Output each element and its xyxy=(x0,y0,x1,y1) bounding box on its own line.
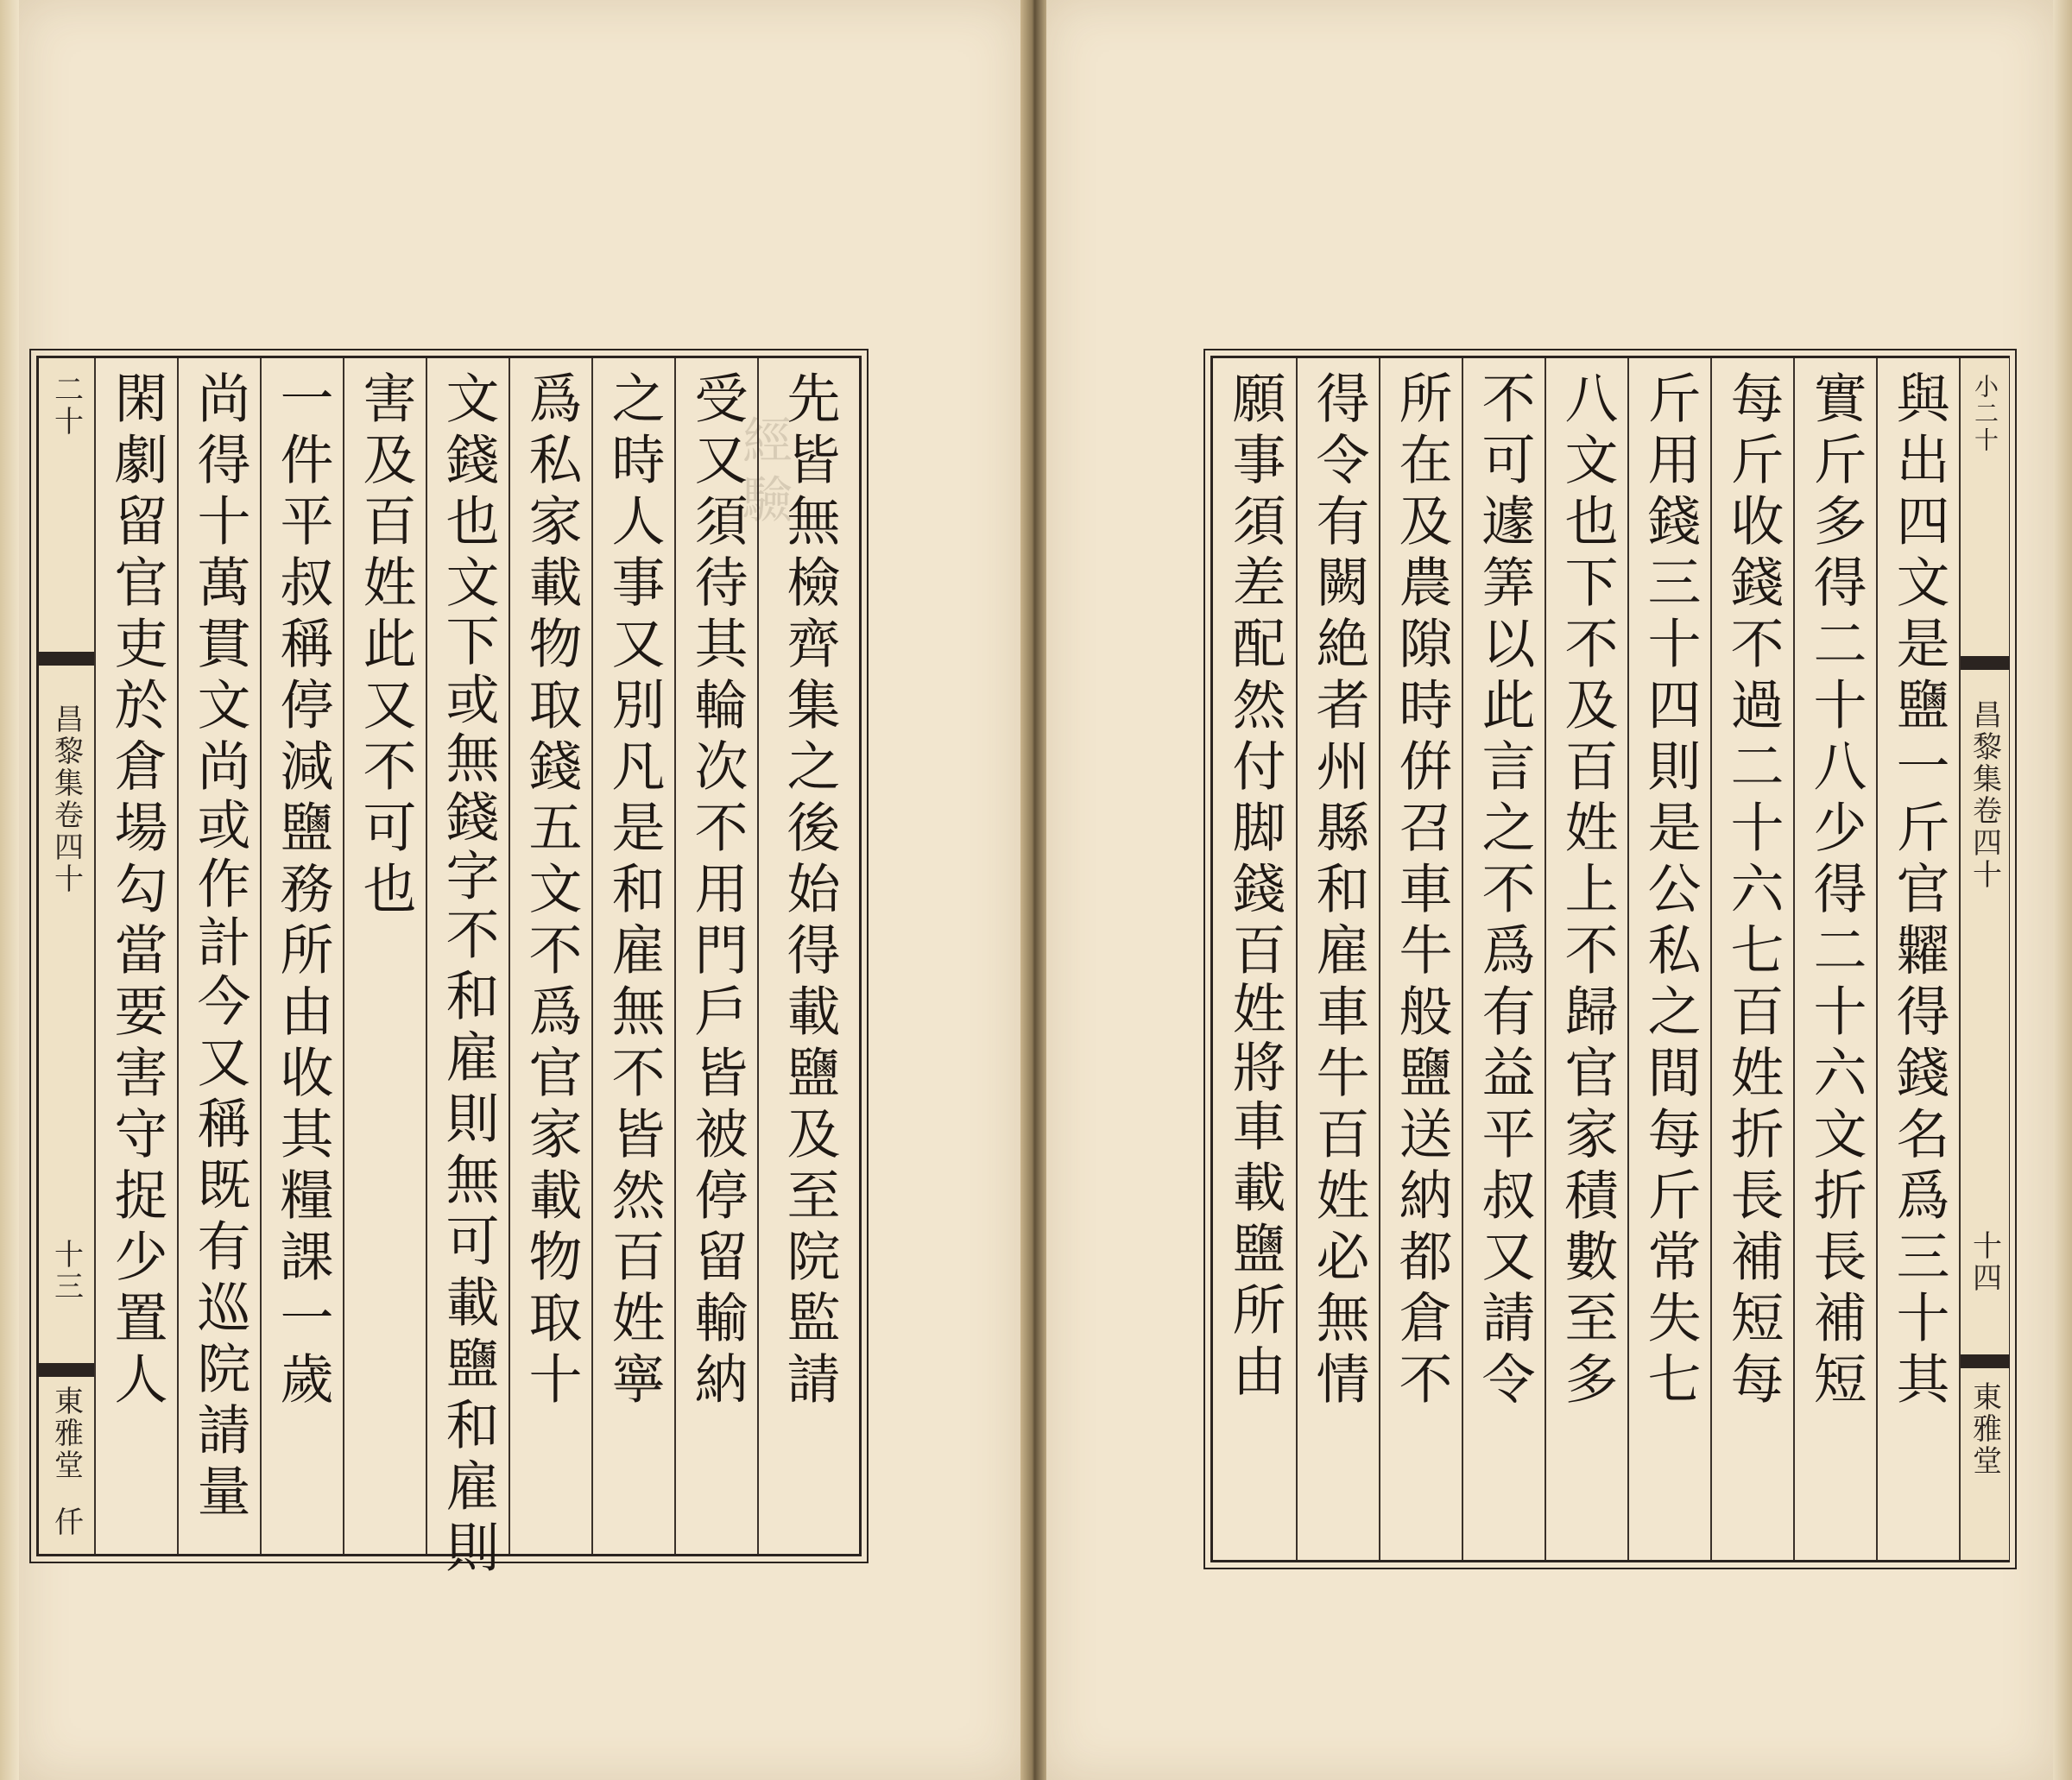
right-text-frame xyxy=(1210,356,2010,1562)
right-column-6: 不可遽筭以此言之不爲有益平叔又請令 xyxy=(1462,358,1545,1560)
right-column-4: 斤用錢三十四則是公私之間每斤常失七 xyxy=(1627,358,1710,1560)
right-page-edge xyxy=(2053,0,2072,1780)
left-column-8: 尚得十萬貫文 尚或作計 今又稱既有巡院請量 xyxy=(177,358,260,1554)
left-column-5: 文錢也 文下或無錢字 不和雇則無可載鹽和雇則 xyxy=(426,358,509,1554)
right-column-9: 願事須差配然付脚錢 百姓將 車載鹽所由 xyxy=(1223,370,1286,1404)
right-banxin xyxy=(1959,358,2009,1560)
left-banxin-page-number: 十三 xyxy=(48,1239,84,1303)
left-banxin xyxy=(39,358,96,1554)
right-column-5: 八文也下不及百姓上不歸官家積數至多 xyxy=(1545,358,1627,1560)
right-column-1: 與出四文是鹽一斤官糶得錢名爲三十其 xyxy=(1876,358,1959,1560)
left-column-5-note: 文下或無錢字 xyxy=(437,554,500,906)
left-column-6: 害及百姓此又不可也 xyxy=(343,358,426,1554)
left-banxin-title: 昌黎集卷四十 xyxy=(48,704,84,895)
left-page-edge xyxy=(0,0,20,1780)
left-column-9: 閑劇留官吏於倉場勾當要害守捉少置人 xyxy=(94,358,177,1554)
right-column-9-note: 百姓將 xyxy=(1223,922,1286,1098)
left-column-4: 爲私家載物取錢五文不爲官家載物取十 xyxy=(509,358,591,1554)
book-gutter xyxy=(1020,0,1046,1780)
right-column-2: 實斤多得二十八少得二十六文折長補短 xyxy=(1793,358,1876,1560)
left-text-frame xyxy=(36,356,862,1581)
left-fish-tail-lower xyxy=(39,1342,94,1377)
left-column-7: 一件平叔稱停減鹽務所由收其糧課一歲 xyxy=(260,358,343,1554)
right-column-3: 每斤收錢不過二十六七百姓折長補短每 xyxy=(1710,358,1793,1560)
right-banxin-top: 小二十 xyxy=(1971,374,1999,454)
left-banxin-bottom: 仟 xyxy=(48,1506,84,1538)
left-banxin-publisher: 東雅堂 xyxy=(48,1385,84,1481)
right-fish-tail-lower xyxy=(1961,1334,2009,1368)
left-fish-tail-upper xyxy=(39,652,94,686)
right-banxin-publisher: 東雅堂 xyxy=(1967,1381,2002,1477)
left-column-2: 受又須待其輪次不用門戶皆被停留輸納 xyxy=(674,358,757,1554)
right-banxin-page-number: 十四 xyxy=(1967,1230,2002,1294)
show-through-text: 經驗 xyxy=(734,414,793,532)
right-banxin-title: 昌黎集卷四十 xyxy=(1967,699,2002,891)
right-column-8: 得令有闕絶者州縣和雇車牛百姓必無情 xyxy=(1296,358,1379,1560)
left-column-3: 之時人事又別凡是和雇無不皆然百姓寧 xyxy=(591,358,674,1554)
left-column-1: 先皆無檢齊集之後始得載鹽及至院監請 xyxy=(757,358,859,1554)
left-banxin-top: 二十 xyxy=(48,374,84,438)
right-fish-tail-upper xyxy=(1961,656,2009,691)
left-column-8-note: 尚或作計 xyxy=(188,738,251,973)
right-column-7: 所在及農隙時倂召車牛般鹽送納都倉不 xyxy=(1379,358,1462,1560)
